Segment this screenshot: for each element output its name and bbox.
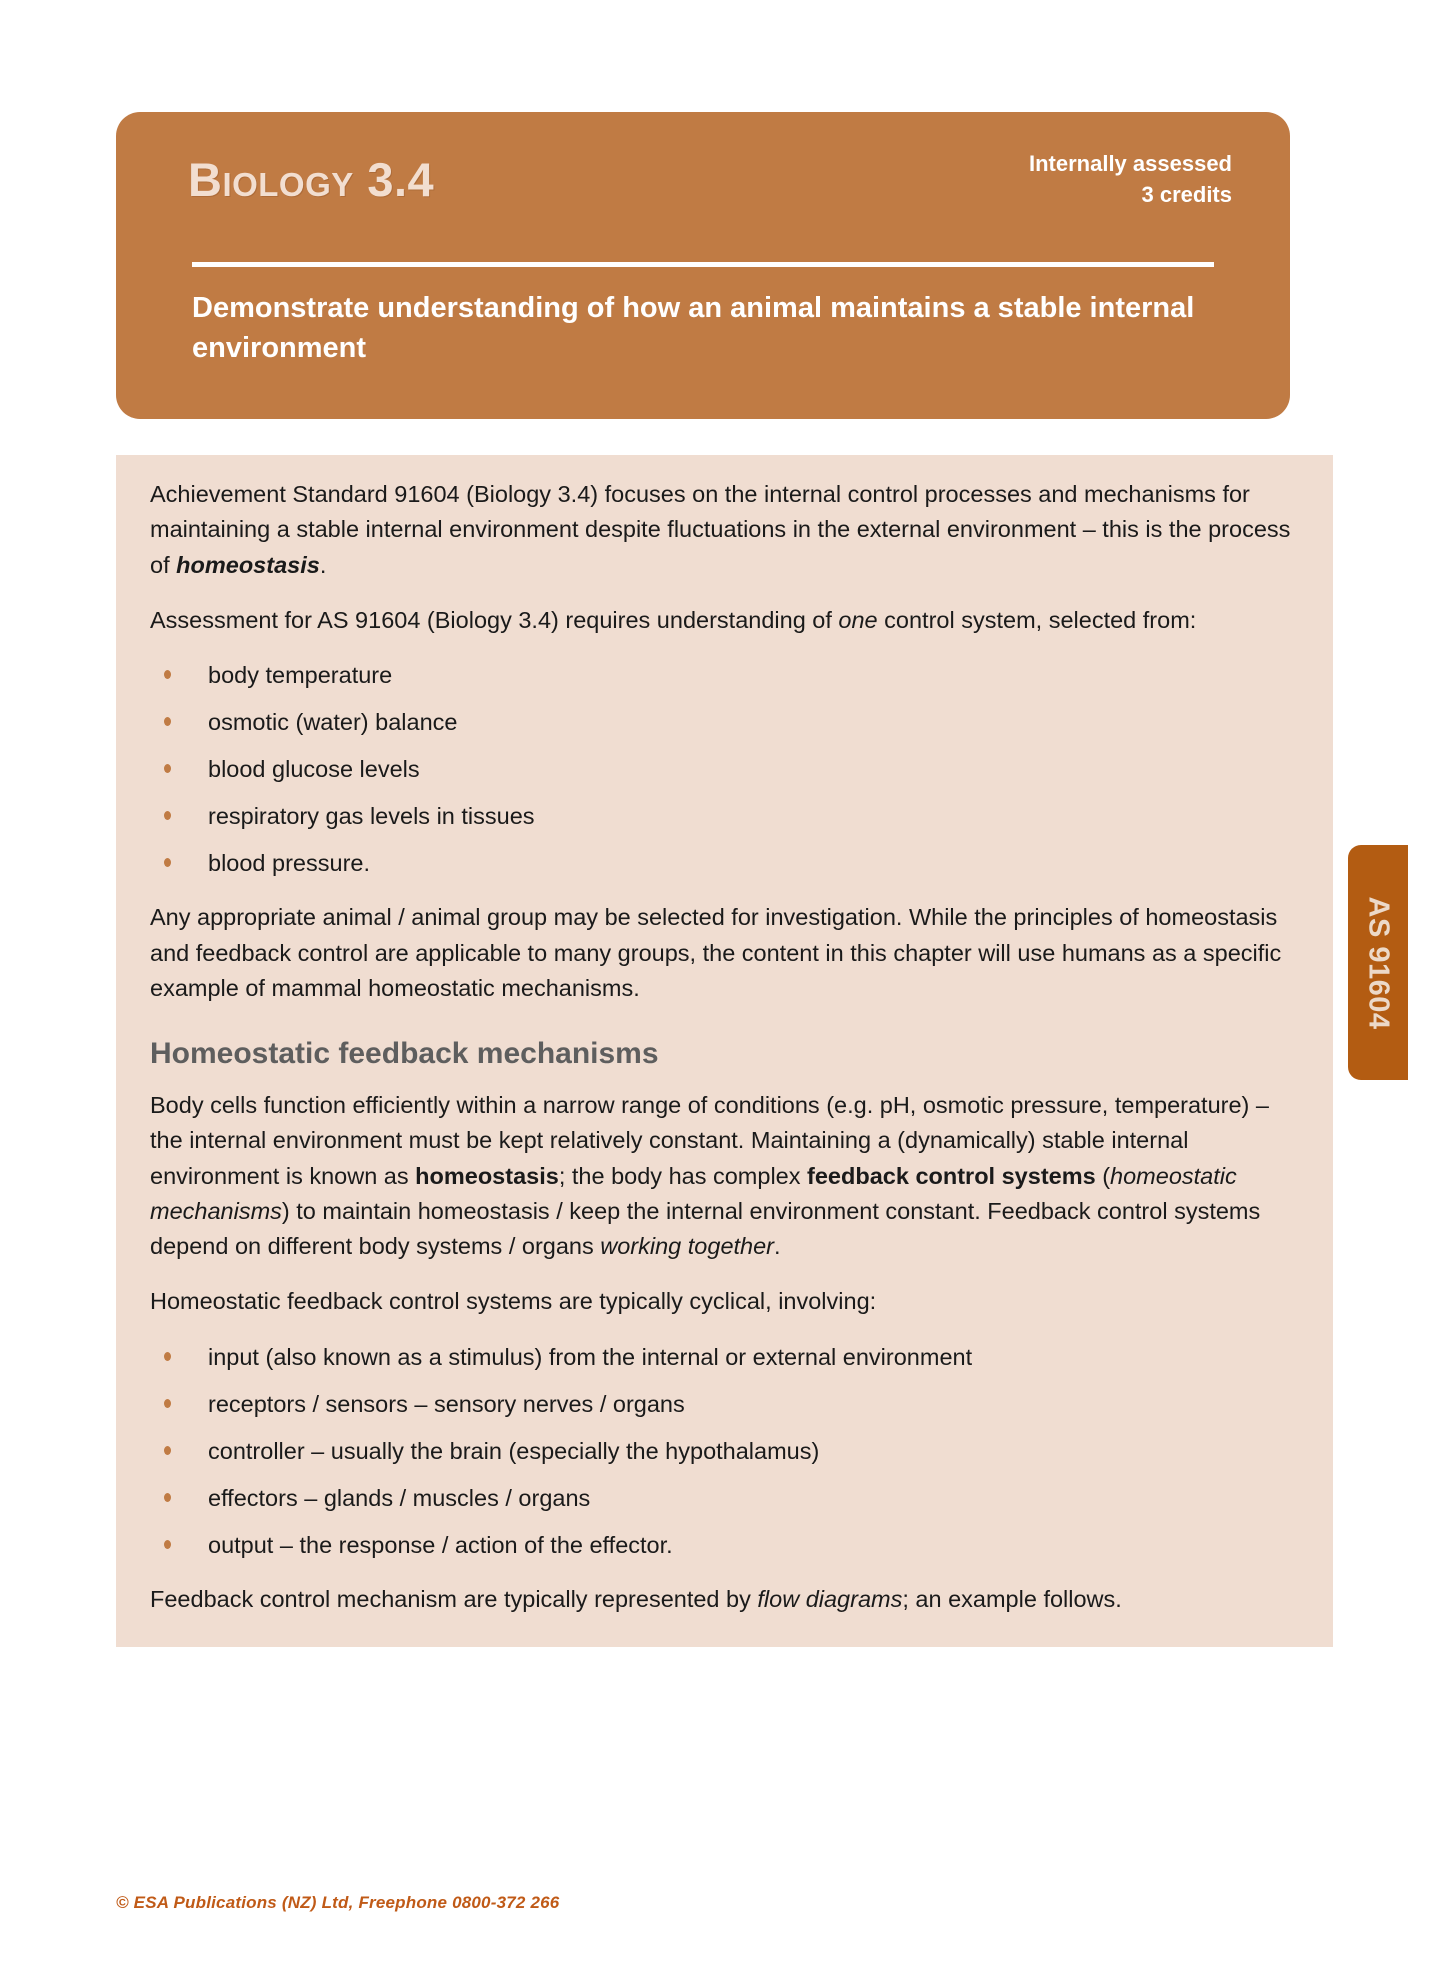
list-item bbox=[150, 752, 1299, 786]
list-item-label: receptors / sensors – sensory nerves / organs bbox=[208, 1390, 685, 1417]
flow-diagrams-italic: flow diagrams bbox=[757, 1585, 903, 1612]
body-cells-part1: Body cells function efficiently within a narrow range of conditions (e.g. pH, osmotic pressure, temperature) – the internal environment must be kept relatively constant. Maintaining a (dynamically) stable internal environment is known as bbox=[150, 1092, 1269, 1189]
body-cells-part2: ; the body has complex bbox=[558, 1162, 808, 1189]
assessment-text-part1: Assessment for AS 91604 (Biology 3.4) requires understanding of bbox=[150, 606, 839, 633]
list-item-label: osmotic (water) balance bbox=[208, 709, 458, 736]
bullet-dot-icon bbox=[164, 1446, 171, 1455]
body-cells-part5: . bbox=[774, 1233, 781, 1260]
assessment-type-label: Internally assessed bbox=[1028, 151, 1232, 176]
list-item bbox=[150, 705, 1299, 739]
list-item bbox=[150, 658, 1299, 692]
closing-paragraph bbox=[150, 1582, 1299, 1617]
intro-text-part2: . bbox=[319, 551, 327, 578]
bullet-dot-icon bbox=[164, 717, 171, 726]
credits-block bbox=[1029, 148, 1232, 210]
list-item bbox=[150, 846, 1299, 880]
standard-code-label: AS 91604 bbox=[1362, 896, 1395, 1029]
intro-text-part1: Achievement Standard 91604 (Biology 3.4) focuses on the internal control processes and mechanisms for maintaining a stable internal environment despite fluctuations in the external environment – this is the process of bbox=[150, 481, 1291, 578]
bullet-dot-icon bbox=[164, 1540, 171, 1549]
section-heading: Homeostatic feedback mechanisms bbox=[150, 1037, 659, 1071]
bullet-dot-icon bbox=[164, 811, 171, 820]
animal-selection-paragraph: Any appropriate animal / animal group may be selected for investigation. While the principles of homeostasis and feedback control are applicable to many groups, the content in this chapter will use humans as a specific example of mammal homeostatic mechanisms. bbox=[150, 904, 1282, 1001]
list-item-label: body temperature bbox=[208, 662, 393, 688]
page-title: Biology 3.4 bbox=[188, 153, 435, 206]
standard-subtitle: Demonstrate understanding of how an animal maintains a stable internal environment bbox=[192, 292, 1195, 365]
closing-part2: ; an example follows. bbox=[902, 1585, 1122, 1612]
body-cells-part3: ( bbox=[1095, 1162, 1111, 1189]
closing-part1: Feedback control mechanism are typically represented by bbox=[150, 1585, 758, 1612]
content-panel bbox=[116, 455, 1333, 1647]
one-emphasis: one bbox=[838, 606, 878, 633]
list-item-label: output – the response / action of the effector. bbox=[208, 1531, 673, 1558]
credits-label: 3 credits bbox=[1141, 182, 1232, 208]
bullet-dot-icon bbox=[164, 1493, 171, 1502]
bullet-dot-icon bbox=[164, 764, 171, 773]
standard-code-tab bbox=[1348, 845, 1408, 1080]
list-item bbox=[150, 1387, 1299, 1421]
body-cells-paragraph bbox=[150, 1088, 1299, 1264]
bullet-dot-icon bbox=[164, 670, 171, 679]
header-divider bbox=[192, 262, 1214, 267]
list-item-label: input (also known as a stimulus) from the internal or external environment bbox=[208, 1343, 973, 1370]
list-item-label: effectors – glands / muscles / organs bbox=[208, 1484, 591, 1511]
cyclical-components-list bbox=[150, 1340, 1299, 1562]
header-top-row bbox=[116, 112, 1290, 260]
homeostasis-emphasis: homeostasis bbox=[176, 551, 320, 578]
list-item-label: blood pressure. bbox=[208, 850, 370, 877]
homeostatic-mechanisms-italic: homeostatic mechanisms bbox=[150, 1162, 1237, 1224]
assessment-paragraph bbox=[150, 603, 1299, 638]
working-together-italic: working together bbox=[600, 1233, 775, 1260]
list-item bbox=[150, 1340, 1299, 1374]
control-systems-list bbox=[150, 658, 1299, 880]
list-item bbox=[150, 1481, 1299, 1515]
homeostasis-bold: homeostasis bbox=[415, 1162, 559, 1189]
footer-copyright: © ESA Publications (NZ) Ltd, Freephone 0800-372 266 bbox=[116, 1893, 560, 1912]
list-item bbox=[150, 799, 1299, 833]
cyclical-intro-paragraph: Homeostatic feedback control systems are typically cyclical, involving: bbox=[150, 1288, 877, 1315]
feedback-control-systems-bold: feedback control systems bbox=[807, 1162, 1096, 1189]
bullet-dot-icon bbox=[164, 858, 171, 867]
chapter-header-banner bbox=[116, 112, 1290, 419]
body-cells-part4: ) to maintain homeostasis / keep the internal environment constant. Feedback control systems depend on different body systems / organs bbox=[150, 1197, 1261, 1260]
list-item-label: blood glucose levels bbox=[208, 756, 420, 783]
list-item-label: respiratory gas levels in tissues bbox=[208, 803, 535, 830]
list-item-label: controller – usually the brain (especially the hypothalamus) bbox=[208, 1437, 820, 1464]
assessment-text-part2: control system, selected from: bbox=[877, 606, 1197, 633]
bullet-dot-icon bbox=[164, 1352, 171, 1361]
bullet-dot-icon bbox=[164, 1399, 171, 1408]
list-item bbox=[150, 1528, 1299, 1562]
intro-paragraph bbox=[150, 477, 1299, 583]
list-item bbox=[150, 1434, 1299, 1468]
